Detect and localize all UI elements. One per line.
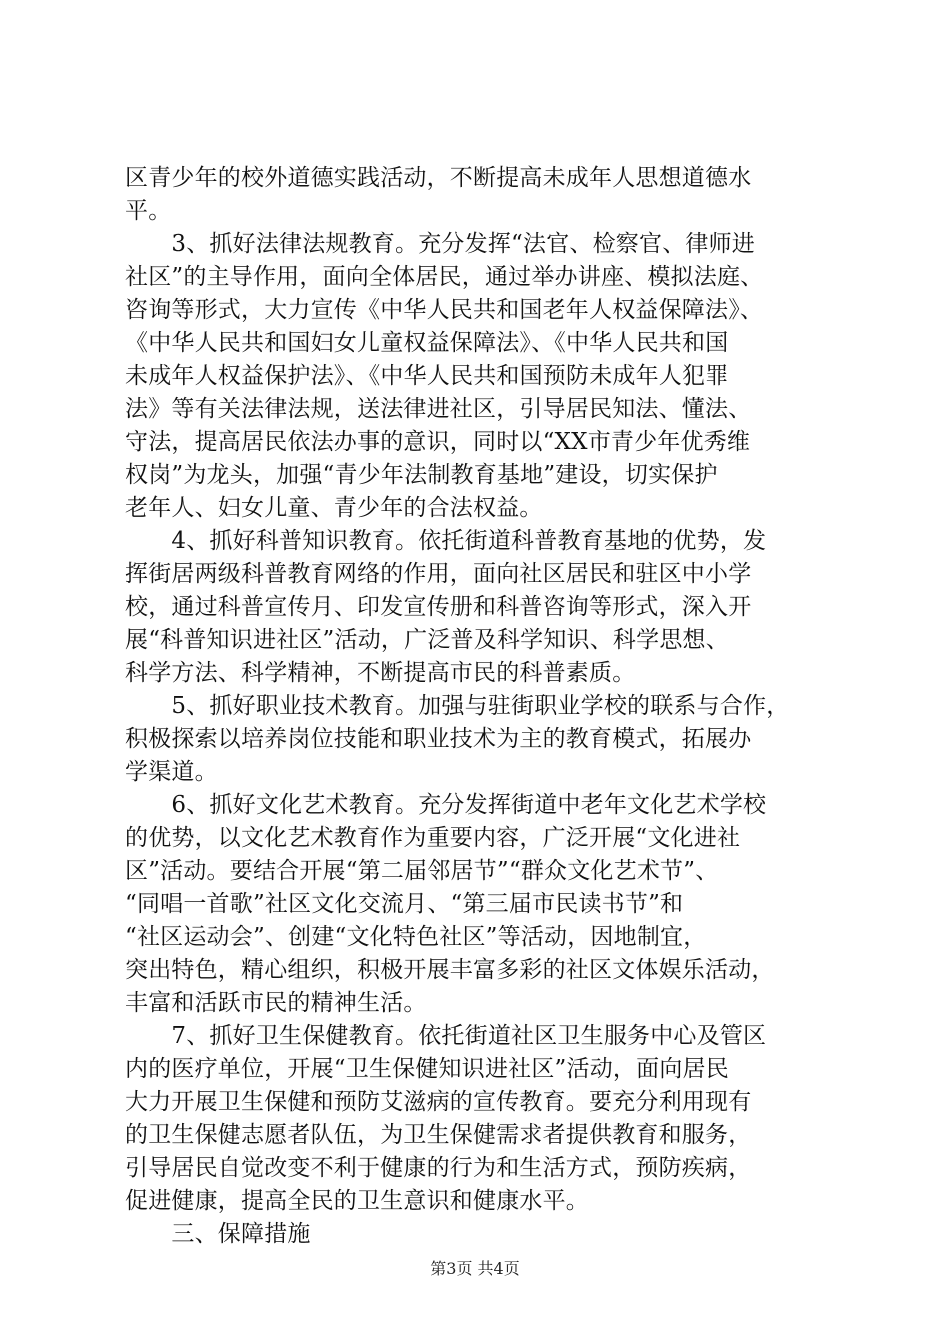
text-line: 区”活动。要结合开展“第二届邻居节”“群众文化艺术节”、: [125, 858, 719, 884]
text-line: 守法，提高居民依法办事的意识，同时以“XX市青少年优秀维: [125, 429, 751, 455]
text-line: 3、抓好法律法规教育。充分发挥“法官、检察官、律师进: [125, 231, 755, 257]
text-line: 未成年人权益保护法》、《中华人民共和国预防未成年人犯罪: [125, 363, 729, 389]
text-line: “社区运动会”、创建“文化特色社区”等活动，因地制宜，: [125, 924, 707, 950]
text-line: 科学方法、科学精神，不断提高市民的科普素质。: [125, 660, 636, 686]
text-line: 的优势，以文化艺术教育作为重要内容，广泛开展“文化进社: [125, 825, 741, 851]
page-number-footer: 第3页 共4页: [430, 1259, 520, 1278]
text-line: 权岗”为龙头，加强“青少年法制教育基地”建设，切实保护: [125, 462, 718, 488]
text-line: 7、抓好卫生保健教育。依托街道社区卫生服务中心及管区: [125, 1023, 767, 1049]
document-body: [125, 162, 835, 1251]
text-line: 挥街居两级科普教育网络的作用，面向社区居民和驻区中小学: [125, 561, 752, 587]
text-line: 突出特色，精心组织，积极开展丰富多彩的社区文体娱乐活动，: [125, 957, 775, 983]
text-line: 校，通过科普宣传月、印发宣传册和科普咨询等形式，深入开: [125, 594, 752, 620]
text-line: 引导居民自觉改变不利于健康的行为和生活方式，预防疾病，: [125, 1155, 752, 1181]
text-line: 学渠道。: [125, 759, 218, 785]
text-line: 内的医疗单位，开展“卫生保健知识进社区”活动，面向居民: [125, 1056, 729, 1082]
text-line: 促进健康，提高全民的卫生意识和健康水平。: [125, 1188, 589, 1214]
text-line: 老年人、妇女儿童、青少年的合法权益。: [125, 495, 543, 521]
text-line: 的卫生保健志愿者队伍，为卫生保健需求者提供教育和服务，: [125, 1122, 752, 1148]
text-line: 积极探索以培养岗位技能和职业技术为主的教育模式，拓展办: [125, 726, 752, 752]
text-line: 4、抓好科普知识教育。依托街道科普教育基地的优势，发: [125, 528, 767, 554]
text-line: 大力开展卫生保健和预防艾滋病的宣传教育。要充分利用现有: [125, 1089, 752, 1115]
text-line: 6、抓好文化艺术教育。充分发挥街道中老年文化艺术学校: [125, 792, 767, 818]
text-line: “同唱一首歌”社区文化交流月、“第三届市民读书节”和: [125, 891, 684, 917]
text-line: 《中华人民共和国妇女儿童权益保障法》、《中华人民共和国: [125, 330, 729, 356]
text-line: 咨询等形式，大力宣传《中华人民共和国老年人权益保障法》、: [125, 297, 764, 323]
text-line: 区青少年的校外道德实践活动，不断提高未成年人思想道德水: [125, 165, 752, 191]
text-line: 平。: [125, 198, 172, 224]
text-line: 丰富和活跃市民的精神生活。: [125, 990, 427, 1016]
text-line: 法》等有关法律法规，送法律进社区，引导居民知法、懂法、: [125, 396, 752, 422]
text-line: 社区”的主导作用，面向全体居民，通过举办讲座、模拟法庭、: [125, 264, 764, 290]
section-heading: 三、保障措施: [125, 1221, 311, 1247]
text-line: 展“科普知识进社区”活动，广泛普及科学知识、科学思想、: [125, 627, 729, 653]
text-line: 5、抓好职业技术教育。加强与驻街职业学校的联系与合作，: [125, 693, 790, 719]
